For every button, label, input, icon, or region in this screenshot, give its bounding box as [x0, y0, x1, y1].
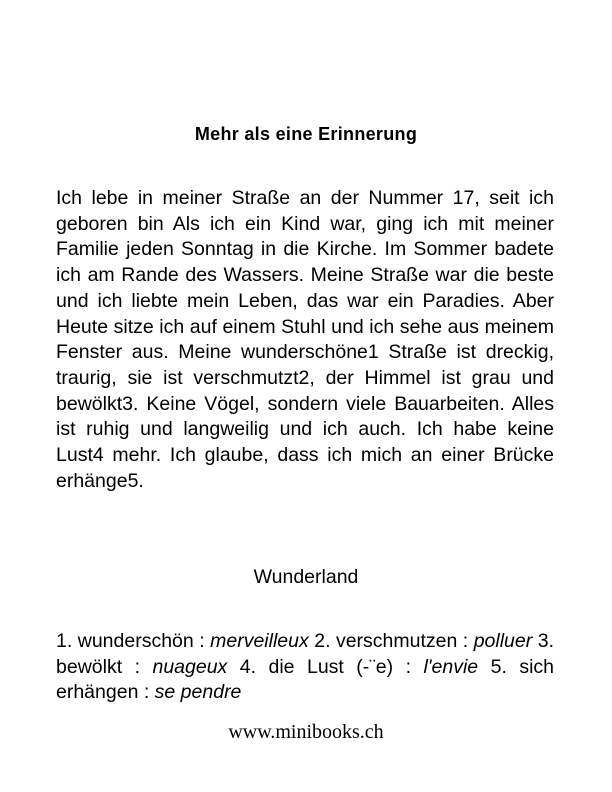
glossary-translation: l'envie	[423, 655, 479, 678]
glossary-term: 3. bewölkt :	[56, 630, 554, 678]
glossary	[56, 629, 554, 706]
glossary-translation: merveilleux	[210, 630, 309, 652]
footer-url: www.minibooks.ch	[228, 721, 384, 743]
glossary-term: 2. verschmutzen :	[314, 630, 474, 652]
glossary-separator	[478, 656, 490, 678]
glossary-term: 5. sich erhängen :	[56, 655, 555, 704]
document-title: Mehr als eine Erinnerung	[194, 124, 418, 144]
glossary-term: 4. die Lust (-¨e) :	[239, 655, 424, 678]
glossary-separator	[227, 656, 239, 678]
glossary-term: 1. wunderschön :	[56, 630, 211, 652]
author-name: Wunderland	[253, 566, 359, 588]
story-text: Ich lebe in meiner Straße an der Nummer 17, seit ich geboren bin Als ich ein Kind war, ging ich mit meiner Familie jeden Sonntag in die Kirche. Im Sommer badete ich am Rande des Wassers. Meine Straße war die beste und ich liebte mein Leben, das war ein Paradies. Aber Heute sitze ich auf einem Stuhl und ich sehe aus meinem Fenster aus. Meine wunderschöne1 Straße ist dreckig, traurig, sie ist verschmutzt2, der Himmel ist grau und bewölkt3. Keine Vögel, sondern viele Bauarbeiten. Alles ist ruhig und langweilig und ich auch. Ich habe keine Lust4 mehr. Ich glaube, dass ich mich an einer Brücke erhänge5.	[56, 187, 554, 492]
glossary-translation: se pendre	[154, 681, 242, 704]
glossary-translation: nuageux	[152, 655, 228, 678]
glossary-translation: polluer	[473, 630, 533, 652]
